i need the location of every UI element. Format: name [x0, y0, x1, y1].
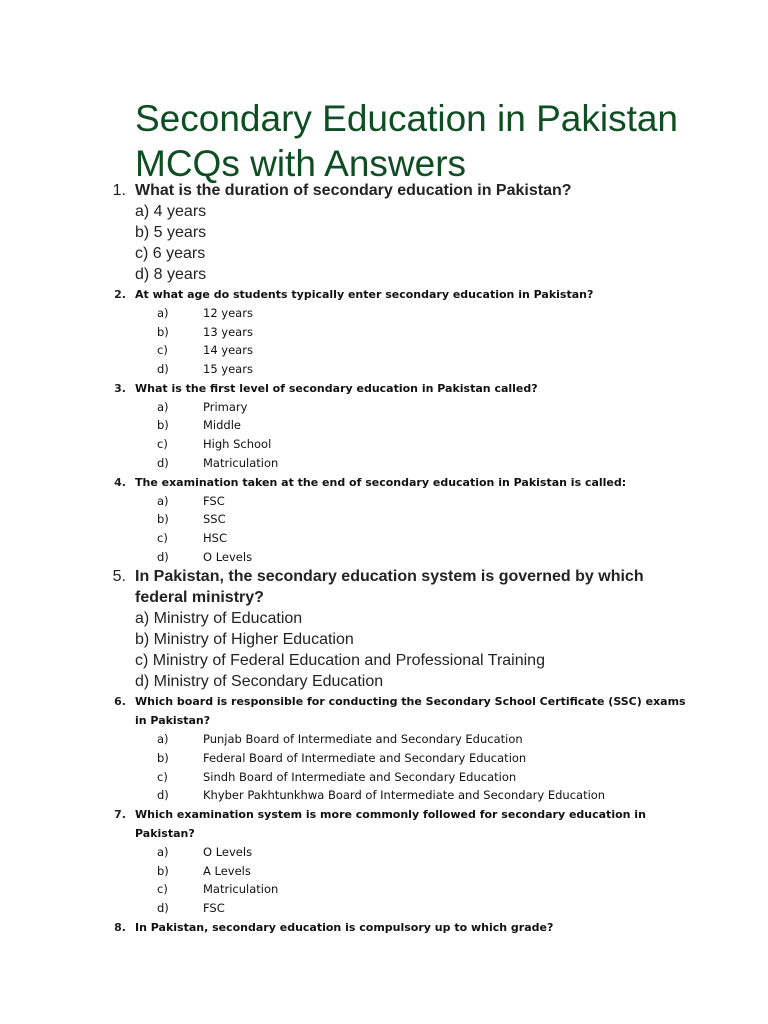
- question-text: What is the duration of secondary education in Pakistan?: [135, 182, 572, 199]
- option-b: b) 5 years: [135, 224, 207, 241]
- option-a: [0, 492, 768, 511]
- question-6: [0, 692, 768, 805]
- option-c: [0, 768, 768, 787]
- option-letter: d): [157, 788, 169, 803]
- option-d: d) Ministry of Secondary Education: [135, 673, 384, 691]
- option-letter: c): [157, 769, 168, 784]
- question-8: [0, 918, 768, 937]
- option-a: a) 4 years: [135, 203, 207, 220]
- question-text: What is the first level of secondary education in Pakistan called?: [135, 381, 538, 395]
- option-d: [0, 899, 768, 918]
- question-text: In Pakistan, secondary education is compulsory up to which grade?: [135, 920, 554, 934]
- option-letter: a): [157, 399, 169, 414]
- option-d: [0, 786, 768, 805]
- option-text: FSC: [203, 493, 225, 508]
- option-list: [0, 304, 768, 379]
- option-a: a) Ministry of Education: [135, 610, 303, 628]
- option-text: SSC: [203, 512, 226, 527]
- option-letter: a): [157, 732, 169, 747]
- option-list: [135, 608, 768, 692]
- option-a: [0, 398, 768, 417]
- option-text: FSC: [203, 901, 225, 916]
- option-text: 12 years: [203, 306, 253, 320]
- option-c: [0, 880, 768, 899]
- option-text: Khyber Pakhtunkhwa Board of Intermediate and Secondary Education: [203, 788, 606, 803]
- option-letter: b): [157, 324, 169, 339]
- question-2: [0, 285, 768, 379]
- question-text: The examination taken at the end of secondary education in Pakistan is called:: [135, 475, 627, 489]
- option-letter: c): [157, 343, 168, 358]
- option-letter: c): [157, 530, 168, 545]
- option-letter: d): [157, 362, 169, 377]
- question-5: [0, 566, 768, 692]
- option-list: [135, 201, 768, 285]
- option-text: Sindh Board of Intermediate and Secondary Education: [203, 769, 517, 784]
- option-b: [0, 510, 768, 529]
- question-text: Which board is responsible for conducting the Secondary School Certificate (SSC) exams in Pakistan?: [135, 695, 686, 728]
- option-letter: d): [157, 901, 169, 916]
- option-c: [0, 435, 768, 454]
- question-number: 6.: [114, 695, 126, 709]
- option-text: High School: [203, 437, 272, 452]
- option-letter: b): [157, 418, 169, 433]
- option-text: O Levels: [203, 549, 253, 564]
- option-letter: b): [157, 750, 169, 765]
- question-number: 5.: [112, 568, 126, 586]
- option-text: Matriculation: [203, 455, 279, 470]
- option-letter: c): [157, 437, 168, 452]
- option-text: 14 years: [203, 343, 253, 358]
- option-letter: d): [157, 549, 169, 564]
- option-c: c) 6 years: [135, 245, 206, 262]
- question-text: At what age do students typically enter secondary education in Pakistan?: [135, 288, 594, 301]
- option-letter: a): [157, 306, 169, 320]
- question-number: 3.: [114, 381, 126, 395]
- question-number: 8.: [114, 920, 126, 934]
- question-1: [0, 180, 768, 285]
- option-d: [0, 360, 768, 379]
- option-text: Federal Board of Intermediate and Secondary Education: [203, 750, 527, 765]
- option-text: Punjab Board of Intermediate and Secondary Education: [203, 732, 523, 747]
- option-d: [0, 454, 768, 473]
- option-list: [0, 843, 768, 918]
- question-number: 1.: [112, 182, 126, 199]
- mcq-list: [0, 180, 768, 937]
- option-a: [0, 304, 768, 323]
- option-b: [0, 323, 768, 342]
- option-c: c) Ministry of Federal Education and Professional Training: [135, 652, 545, 670]
- option-list: [0, 492, 768, 567]
- option-text: Matriculation: [203, 882, 279, 897]
- option-letter: a): [157, 845, 169, 859]
- option-list: [0, 398, 768, 473]
- option-b: [0, 862, 768, 881]
- option-d: d) 8 years: [135, 266, 207, 283]
- option-letter: a): [157, 493, 169, 508]
- option-b: b) Ministry of Higher Education: [135, 631, 354, 649]
- option-letter: b): [157, 863, 169, 878]
- question-number: 2.: [114, 288, 126, 301]
- question-number: 7.: [114, 808, 126, 821]
- option-c: [0, 341, 768, 360]
- option-text: 15 years: [203, 362, 253, 377]
- option-a: [0, 843, 768, 862]
- option-text: Middle: [203, 418, 241, 433]
- option-text: A Levels: [203, 863, 251, 878]
- option-c: [0, 529, 768, 548]
- option-b: [0, 416, 768, 435]
- option-text: HSC: [203, 530, 227, 545]
- question-3: [0, 379, 768, 473]
- question-number: 4.: [114, 475, 126, 489]
- option-b: [0, 749, 768, 768]
- option-text: Primary: [203, 399, 248, 414]
- option-letter: d): [157, 455, 169, 470]
- question-4: [0, 473, 768, 567]
- question-text: Which examination system is more commonly followed for secondary education in Pakistan?: [135, 808, 646, 840]
- page-title: Secondary Education in Pakistan MCQs with Answers: [135, 98, 679, 184]
- option-letter: c): [157, 882, 168, 897]
- option-text: O Levels: [203, 845, 253, 859]
- option-d: [0, 548, 768, 567]
- option-list: [0, 730, 768, 805]
- option-letter: b): [157, 512, 169, 527]
- question-7: [0, 805, 768, 918]
- option-text: 13 years: [203, 324, 253, 339]
- option-a: [0, 730, 768, 749]
- question-text: In Pakistan, the secondary education system is governed by which federal ministry?: [135, 568, 644, 607]
